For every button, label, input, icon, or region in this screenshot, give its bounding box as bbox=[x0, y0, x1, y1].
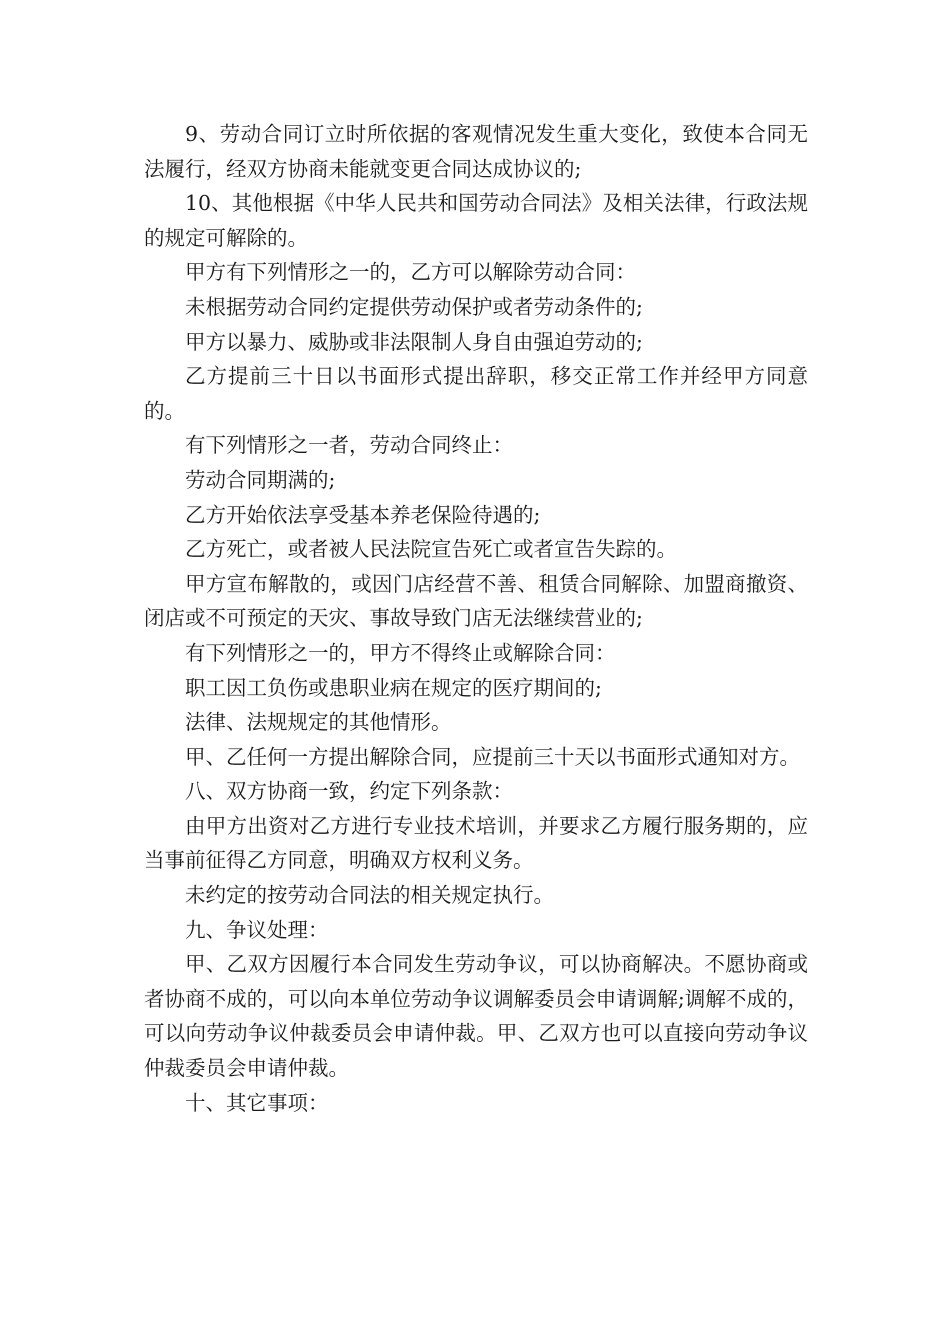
paragraph-dispute-resolution: 甲、乙双方因履行本合同发生劳动争议，可以协商解决。不愿协商或者协商不成的，可以向本单位劳动争议调解委员会申请调解;调解不成的，可以向劳动争议仲裁委员会申请仲裁。甲、乙双方也可以直接向劳动争议仲裁委员会申请仲裁。 bbox=[144, 952, 808, 1081]
paragraph-dissolution: 甲方宣布解散的，或因门店经营不善、租赁合同解除、加盟商撤资、闭店或不可预定的天灾、事故导致门店无法继续营业的; bbox=[144, 571, 808, 631]
paragraph-contract-expired: 劳动合同期满的; bbox=[185, 467, 336, 492]
paragraph-training-terms: 由甲方出资对乙方进行专业技术培训，并要求乙方履行服务期的，应当事前征得乙方同意，明确双方权利义务。 bbox=[144, 813, 808, 873]
paragraph-pension: 乙方开始依法享受基本养老保险待遇的; bbox=[185, 502, 541, 527]
paragraph-clause-10: 10、其他根据《中华人民共和国劳动合同法》及相关法律，行政法规的规定可解除的。 bbox=[144, 191, 808, 250]
section-heading-9: 九、争议处理： bbox=[185, 917, 329, 942]
paragraph-contract-end-heading: 有下列情形之一者，劳动合同终止： bbox=[185, 433, 513, 458]
paragraph-death: 乙方死亡，或者被人民法院宣告死亡或者宣告失踪的。 bbox=[185, 537, 677, 562]
document-body bbox=[144, 117, 808, 1120]
paragraph-clause-9: 9、劳动合同订立时所依据的客观情况发生重大变化，致使本合同无法履行，经双方协商未能就变更合同达成协议的; bbox=[144, 122, 808, 181]
paragraph-no-termination-heading: 有下列情形之一的，甲方不得终止或解除合同： bbox=[185, 640, 616, 665]
paragraph-other-circumstances: 法律、法规规定的其他情形。 bbox=[185, 710, 452, 735]
section-heading-10: 十、其它事项： bbox=[185, 1090, 329, 1115]
paragraph-unspecified-terms: 未约定的按劳动合同法的相关规定执行。 bbox=[185, 883, 554, 908]
section-heading-8: 八、双方协商一致，约定下列条款： bbox=[185, 779, 513, 804]
paragraph-forced-labor: 甲方以暴力、威胁或非法限制人身自由强迫劳动的; bbox=[185, 329, 643, 354]
paragraph-work-injury: 职工因工负伤或患职业病在规定的医疗期间的; bbox=[185, 675, 602, 700]
paragraph-notice-period: 甲、乙任何一方提出解除合同，应提前三十天以书面形式通知对方。 bbox=[185, 744, 800, 769]
paragraph-resignation-notice: 乙方提前三十日以书面形式提出辞职，移交正常工作并经甲方同意的。 bbox=[144, 364, 808, 423]
paragraph-labor-protection: 未根据劳动合同约定提供劳动保护或者劳动条件的; bbox=[185, 294, 643, 319]
paragraph-employee-termination-heading: 甲方有下列情形之一的，乙方可以解除劳动合同： bbox=[185, 260, 636, 285]
